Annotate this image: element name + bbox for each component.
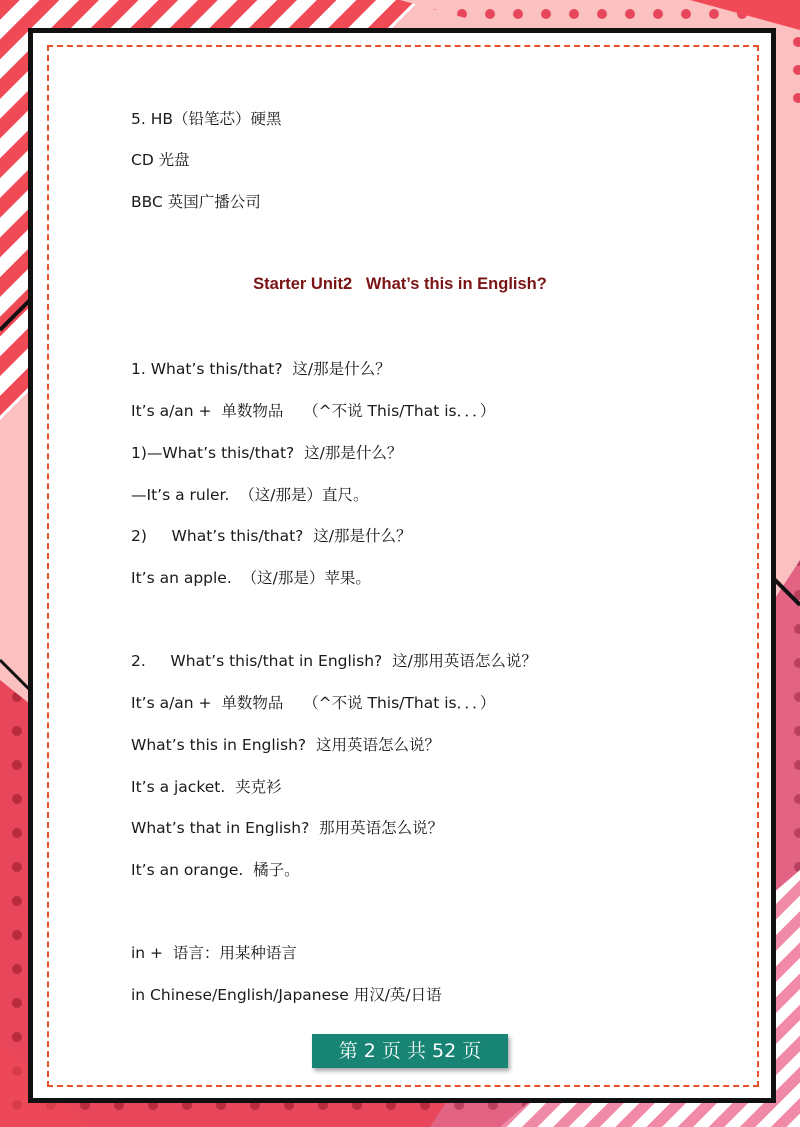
line-main-2: It’s a/an + 单数物品 （^不说 This/That is．．．） xyxy=(131,402,496,420)
line-main-7: 2. What’s this/that in English? 这/那用英语怎么说？ xyxy=(131,652,537,670)
line-main-11: What’s that in English? 那用英语怎么说？ xyxy=(131,819,444,837)
line-main-5: 2) What’s this/that? 这/那是什么？ xyxy=(131,527,412,545)
line-main-12: It’s an orange. 橘子。 xyxy=(131,861,300,879)
line-main-1: 1. What’s this/that? 这/那是什么？ xyxy=(131,360,391,378)
line-hb: 5. HB（铅笔芯）硬黑 xyxy=(131,110,282,128)
line-cd: CD 光盘 xyxy=(131,151,190,169)
line-main-13: in + 语言：用某种语言 xyxy=(131,944,297,962)
line-main-9: What’s this in English? 这用英语怎么说？ xyxy=(131,736,440,754)
line-bbc: BBC 英国广播公司 xyxy=(131,193,261,211)
page-number-badge: 第 2 页 共 52 页 xyxy=(312,1034,508,1068)
line-main-14: in Chinese/English/Japanese 用汉/英/日语 xyxy=(131,986,442,1004)
line-main-10: It’s a jacket. 夹克衫 xyxy=(131,778,282,796)
line-main-4: —It’s a ruler. （这/那是）直尺。 xyxy=(131,486,369,504)
line-main-6: It’s an apple. （这/那是）苹果。 xyxy=(131,569,371,587)
section-title: Starter Unit2 What’s this in English? xyxy=(253,275,547,293)
line-main-3: 1)—What’s this/that? 这/那是什么？ xyxy=(131,444,403,462)
line-main-8: It’s a/an + 单数物品 （^不说 This/That is．．．） xyxy=(131,694,496,712)
